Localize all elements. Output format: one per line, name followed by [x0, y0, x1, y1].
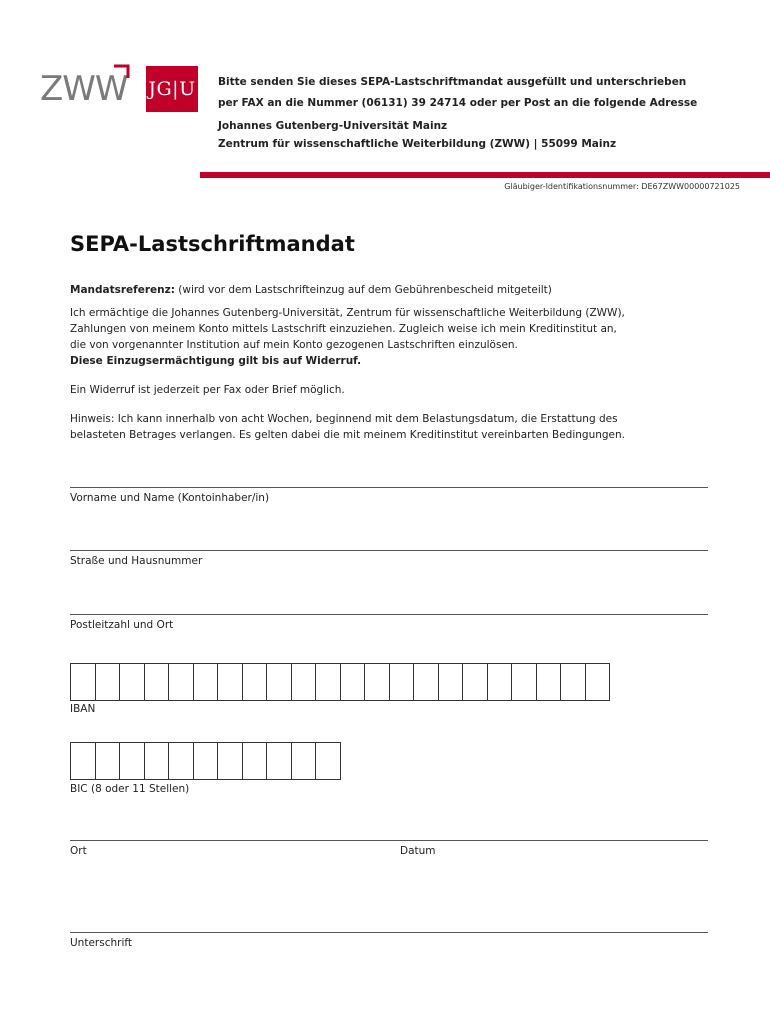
name-field-label: Vorname und Name (Kontoinhaber/in)	[70, 492, 270, 504]
authorization-validity: Diese Einzugsermächtigung gilt bis auf Widerruf.	[70, 355, 362, 367]
header-line-1: Bitte senden Sie dieses SEPA-Lastschriftmandat ausgefüllt und unterschrieben	[218, 76, 687, 88]
iban-char-box[interactable]	[364, 663, 390, 701]
place-field-label: Ort	[70, 845, 87, 857]
mandate-reference-label: Mandatsreferenz:	[70, 284, 175, 296]
street-field-line[interactable]	[70, 550, 708, 551]
street-field-label: Straße und Hausnummer	[70, 555, 203, 567]
iban-char-box[interactable]	[389, 663, 415, 701]
iban-char-box[interactable]	[119, 663, 145, 701]
bic-char-box[interactable]	[193, 742, 219, 780]
iban-char-box[interactable]	[585, 663, 611, 701]
bic-char-box[interactable]	[119, 742, 145, 780]
creditor-id: Gläubiger-Identifikationsnummer: DE67ZWW00000721025	[504, 182, 740, 191]
header-line-2: per FAX an die Nummer (06131) 39 24714 oder per Post an die folgende Adresse	[218, 97, 698, 109]
signature-field-line[interactable]	[70, 932, 708, 933]
authorization-line-1: Ich ermächtige die Johannes Gutenberg-Universität, Zentrum für wissenschaftliche Weiterbildung (ZWW),	[70, 307, 625, 319]
iban-char-box[interactable]	[413, 663, 439, 701]
iban-char-box[interactable]	[511, 663, 537, 701]
place-date-field-line[interactable]	[70, 840, 708, 841]
jgu-logo-text: JG|U	[148, 78, 196, 100]
iban-char-box[interactable]	[193, 663, 219, 701]
bic-char-box[interactable]	[266, 742, 292, 780]
refund-notice-line-1: Hinweis: Ich kann innerhalb von acht Wochen, beginnend mit dem Belastungsdatum, die Erstattung des	[70, 413, 618, 425]
bic-char-box[interactable]	[242, 742, 268, 780]
iban-char-box[interactable]	[242, 663, 268, 701]
bic-char-box[interactable]	[291, 742, 317, 780]
iban-char-box[interactable]	[70, 663, 96, 701]
bic-char-box[interactable]	[144, 742, 170, 780]
zww-logo-text: ZWW	[40, 69, 128, 104]
date-field-label: Datum	[400, 845, 436, 857]
jgu-logo	[146, 66, 198, 112]
iban-char-box[interactable]	[144, 663, 170, 701]
bic-input-boxes[interactable]	[70, 742, 340, 780]
revocation-note: Ein Widerruf ist jederzeit per Fax oder Brief möglich.	[70, 384, 345, 396]
signature-field-label: Unterschrift	[70, 937, 132, 949]
iban-char-box[interactable]	[315, 663, 341, 701]
city-field-line[interactable]	[70, 614, 708, 615]
bic-char-box[interactable]	[168, 742, 194, 780]
bic-char-box[interactable]	[95, 742, 121, 780]
iban-char-box[interactable]	[438, 663, 464, 701]
bic-label: BIC (8 oder 11 Stellen)	[70, 783, 190, 795]
iban-char-box[interactable]	[217, 663, 243, 701]
iban-char-box[interactable]	[462, 663, 488, 701]
header-address-line-1: Johannes Gutenberg-Universität Mainz	[218, 120, 448, 132]
mandate-reference-text: (wird vor dem Lastschrifteinzug auf dem Gebührenbescheid mitgeteilt)	[174, 284, 552, 296]
bic-char-box[interactable]	[70, 742, 96, 780]
bic-char-box[interactable]	[315, 742, 341, 780]
name-field-line[interactable]	[70, 487, 708, 488]
iban-char-box[interactable]	[340, 663, 366, 701]
authorization-line-2: Zahlungen von meinem Konto mittels Lastschrift einzuziehen. Zugleich weise ich mein Kreditinstitut an,	[70, 323, 617, 335]
iban-char-box[interactable]	[291, 663, 317, 701]
authorization-line-3: die von vorgenannter Institution auf mein Konto gezogenen Lastschriften einzulösen.	[70, 339, 518, 351]
iban-char-box[interactable]	[536, 663, 562, 701]
iban-char-box[interactable]	[95, 663, 121, 701]
page-title: SEPA-Lastschriftmandat	[70, 232, 355, 256]
city-field-label: Postleitzahl und Ort	[70, 619, 174, 631]
mandate-reference	[70, 282, 552, 298]
bic-char-box[interactable]	[217, 742, 243, 780]
zww-logo	[40, 64, 132, 104]
header-divider-bar	[200, 172, 770, 178]
iban-input-boxes[interactable]	[70, 663, 609, 701]
iban-char-box[interactable]	[266, 663, 292, 701]
iban-char-box[interactable]	[487, 663, 513, 701]
iban-char-box[interactable]	[168, 663, 194, 701]
iban-char-box[interactable]	[560, 663, 586, 701]
header-address-line-2: Zentrum für wissenschaftliche Weiterbildung (ZWW) | 55099 Mainz	[218, 138, 617, 150]
iban-label: IBAN	[70, 703, 96, 715]
refund-notice-line-2: belasteten Betrages verlangen. Es gelten dabei die mit meinem Kreditinstitut vereinbarten Bedingungen.	[70, 429, 626, 441]
